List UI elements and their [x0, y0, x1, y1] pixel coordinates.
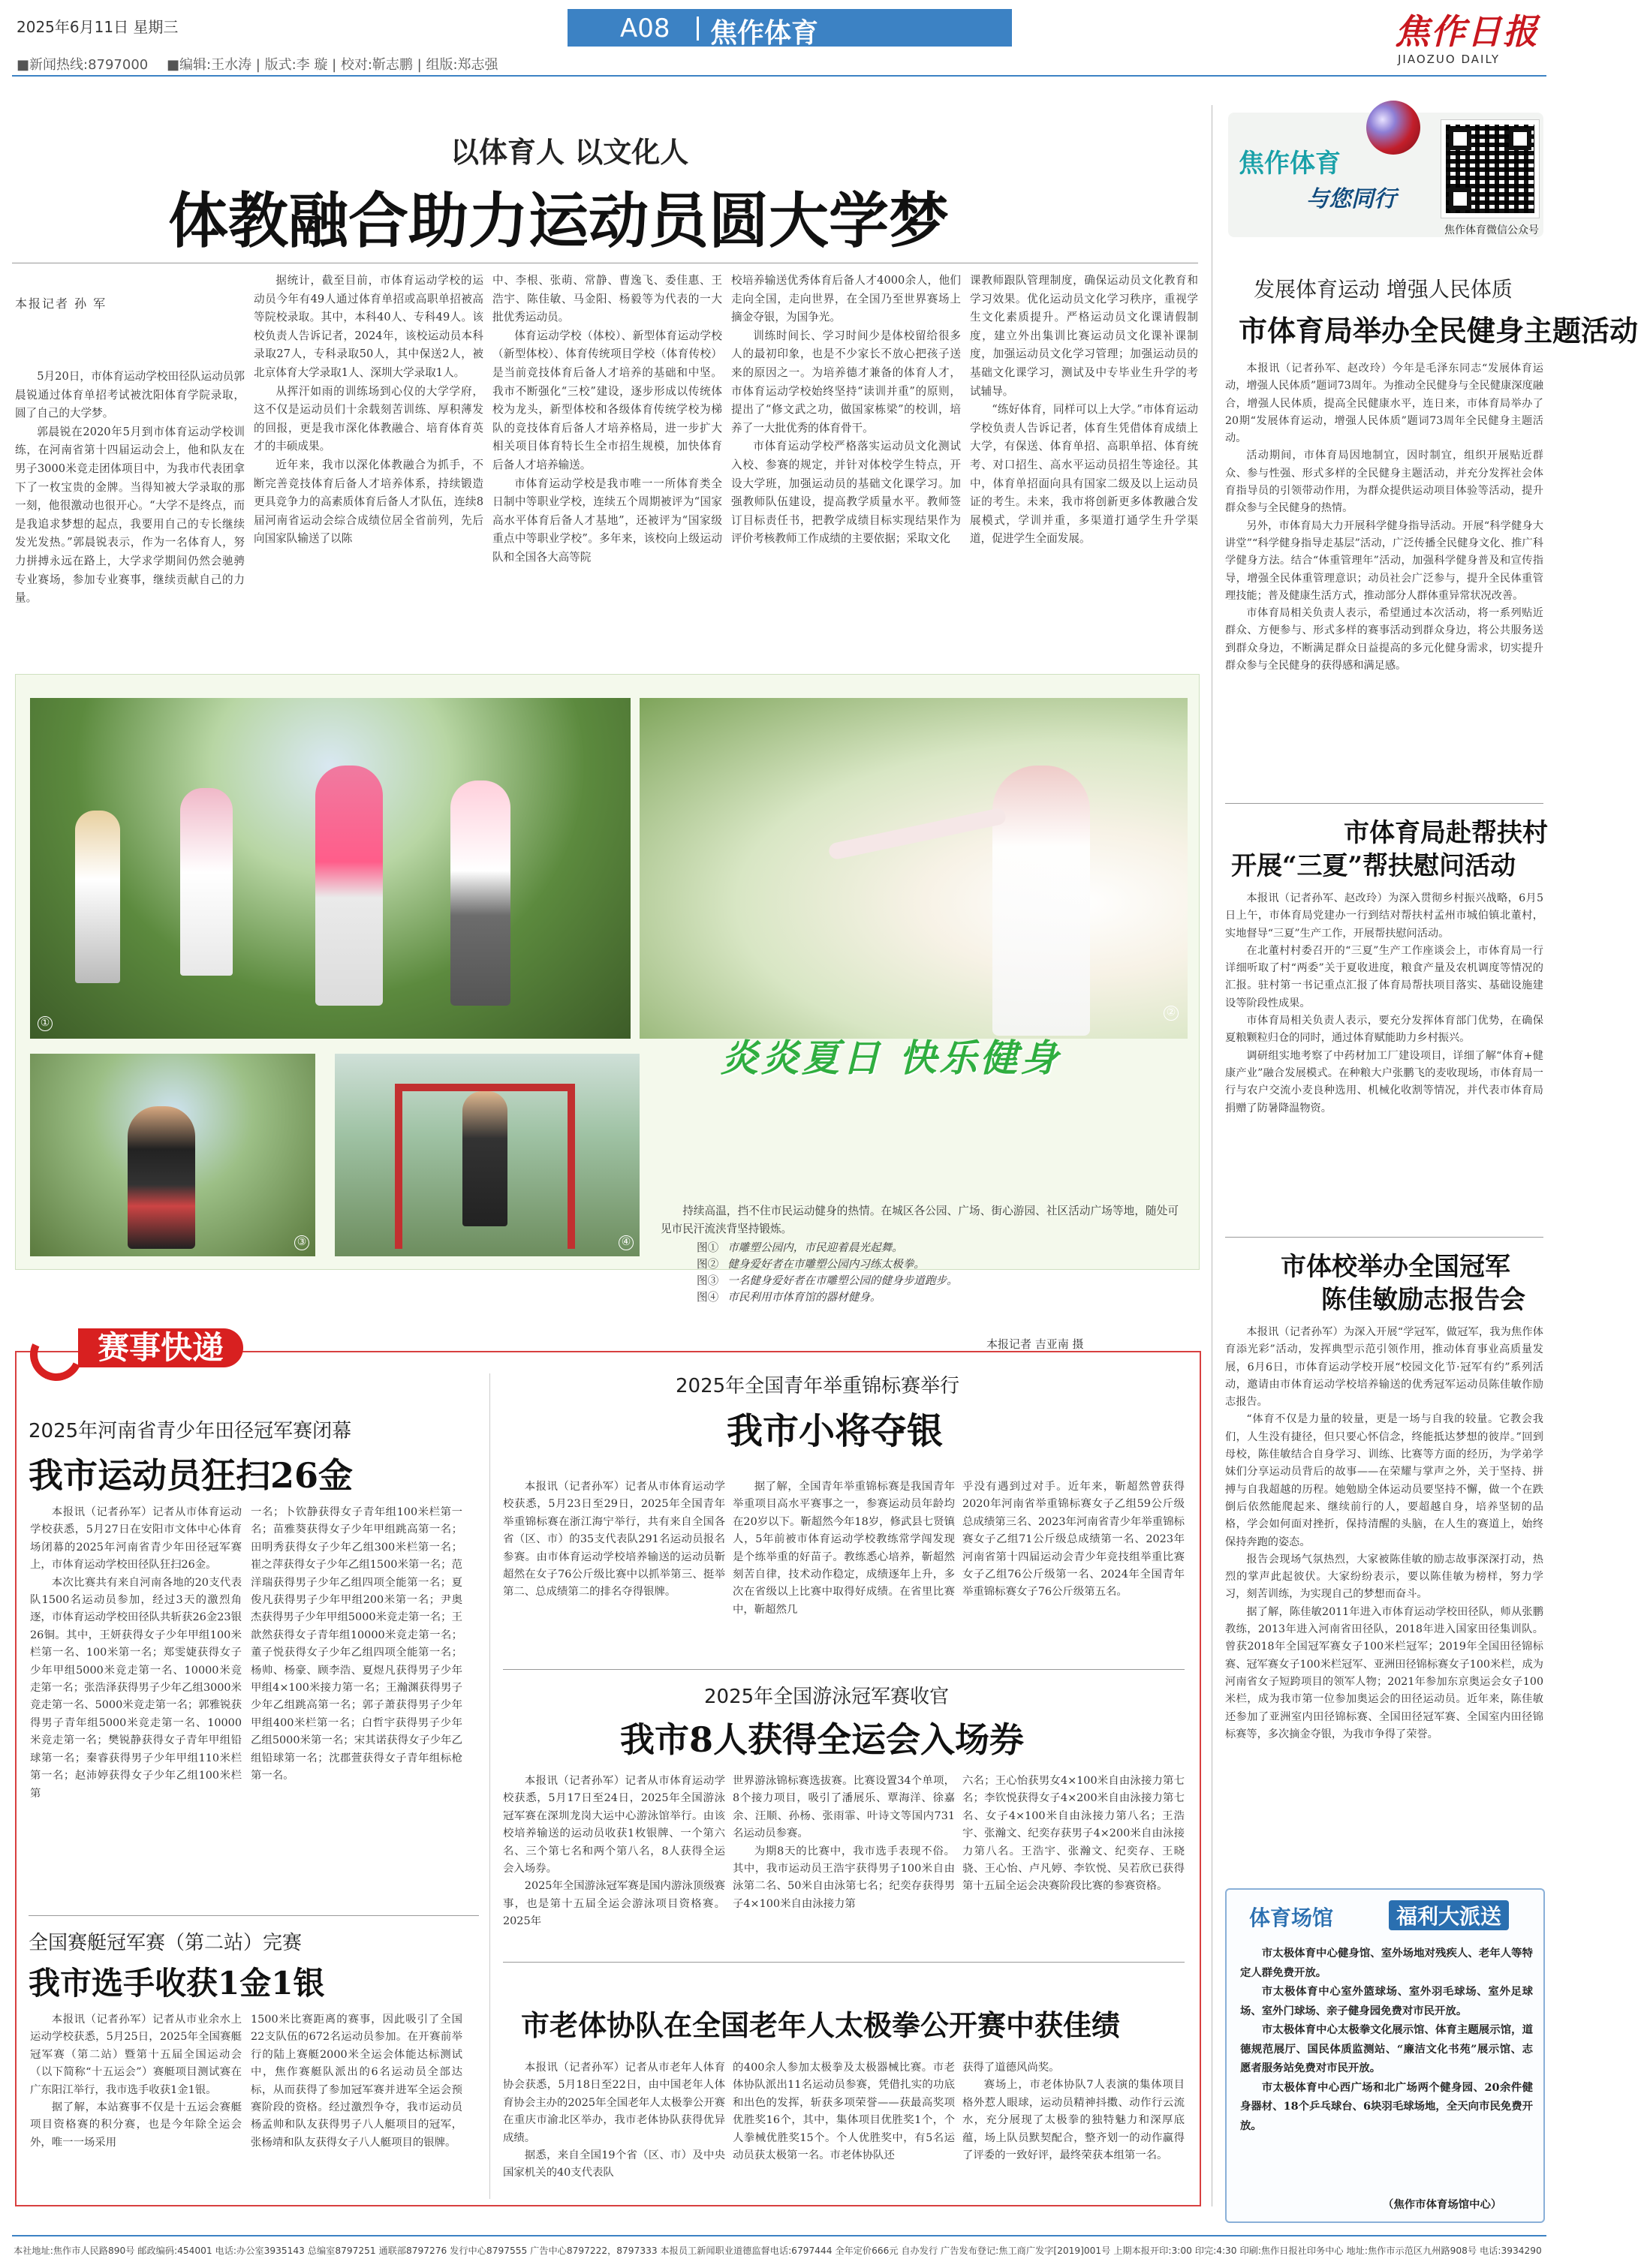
right-top-title: 市体育局举办全民健身主题活动	[1239, 314, 1638, 347]
caption-label: 图①	[697, 1241, 719, 1254]
right-bottom-p: 本报讯（记者孙军）为深入开展“学冠军，做冠军，我为焦作体育添光彩”活动，发挥典型示范引领作用，推动体育事业高质量发展，6月6日，市体育运动学校开展“校园文化节·冠军有约”系列活动，邀请由市体育运动学校培养输送的优秀冠军运动员陈佳敏作励志报告。	[1225, 1326, 1543, 1409]
story-e-p: 赛场上，市老体协队7人表演的集体项目格外惹人眼球，运动员精神抖擞、动作行云流水，充分展现了太极拳的独特魅力和深厚底蕴，场上队员默契配合，整齐划一的动作赢得了评委的一致好评，最终荣获本组第一名。	[962, 2079, 1185, 2162]
feature-captions	[697, 1240, 1185, 1306]
venue-item: 市太极体育中心室外篮球场、室外羽毛球场、室外足球场、室外门球场、亲子健身园免费对市民开放。	[1240, 1985, 1533, 2017]
lead-kicker: 以体育人 以文化人	[450, 136, 689, 169]
lead-col-5	[970, 272, 1198, 677]
hotline: ■新闻热线:8797000	[17, 57, 149, 73]
story-e-p: 本报讯（记者孙军）记者从市老年人体育协会获悉，5月18日至22日，由中国老年人体育协会主办的2025年全国老年人太极拳公开赛在重庆市渝北区举办，我市老体协队获得优异成绩。	[503, 2062, 725, 2144]
story-b-title2: 我市选手收获1金1银	[29, 1965, 325, 2002]
venue-list	[1240, 1944, 1533, 2199]
venue-tag2: 福利大派送	[1389, 1900, 1509, 1930]
right-mid-p: 在北董村村委召开的“三夏”生产工作座谈会上，市体育局一行详细听取了村“两委”关于夏收进度，粮食产量及农机调度等情况的汇报。驻村第一书记重点汇报了体育局帮扶项目落实、基础设施建设等阶段性成果。	[1225, 944, 1543, 1009]
story-a-p: 本报讯（记者孙军）记者从市体育运动学校获悉，5月27日在安阳市文体中心体育场闭幕的2025年河南省青少年田径冠军赛上，市体育运动学校田径队狂扫26金。	[30, 1506, 242, 1572]
right-bottom-title2: 陈佳敏励志报告会	[1321, 1285, 1525, 1315]
venue-item: 市太极体育中心太极拳文化展示馆、体育主题展示馆，道德规范展厅、国民体质监测站、“廉洁文化书苑”展示馆、志愿者服务站免费对市民开放。	[1240, 2023, 1533, 2074]
qr-caption: 焦作体育微信公众号	[1444, 224, 1539, 236]
lead-byline: 本报记者 孙 军	[15, 296, 107, 311]
story-d-kicker: 2025年全国游泳冠军赛收官	[704, 1686, 950, 1708]
right-mid-p: 本报讯（记者孙军、赵改玲）为深入贯彻乡村振兴战略，6月5日上午，市体育局党建办一行到结对帮扶村孟州市城伯镇北董村，实地督导“三夏”生产工作，开展帮扶慰问活动。	[1225, 892, 1543, 940]
section-banner	[568, 9, 1012, 47]
right-mid-title2: 开展“三夏”帮扶慰问活动	[1231, 851, 1516, 881]
venue-credit: （焦作市体育场馆中心）	[1383, 2198, 1502, 2211]
photo-2	[640, 698, 1188, 1039]
story-c-kicker: 2025年全国青年举重锦标赛举行	[676, 1375, 960, 1397]
story-b-p: 本报讯（记者孙军）记者从市业余水上运动学校获悉，5月25日，2025年全国赛艇冠军赛（第二站）暨第十五届全国运动会（以下简称“十五运会”）赛艇项目测试赛在广东阳江举行，我市选手收获1金1银。	[30, 2014, 242, 2096]
lead-col-1	[15, 368, 245, 677]
venue-tag1: 体育场馆	[1249, 1906, 1334, 1930]
story-c-p: 据了解，全国青年举重锦标赛是我国青年举重项目高水平赛事之一，参赛运动员年龄均在20岁以下。靳超然今年18岁，修武县七贤镇人，5年前被市体育运动学校教练常学闯发现是个练举重的好苗子。教练悉心培养，靳超然刻苦自律，技术动作稳定，成绩逐年上升，多次在省级以上比赛中取得好成绩。在省里比赛中，靳超然几	[733, 1481, 955, 1616]
right-top-body	[1225, 360, 1543, 796]
story-d-p: 世界游泳锦标赛选拔赛。比赛设置34个单项，8个接力项目，吸引了潘展乐、覃海洋、徐嘉余、汪顺、孙杨、张雨霏、叶诗文等国内731名运动员参赛。	[733, 1775, 955, 1840]
story-b-title: 全国赛艇冠军赛（第二站）完赛	[29, 1932, 303, 1954]
bar-frame	[395, 1084, 402, 1249]
caption-label: 图③	[697, 1274, 719, 1287]
caption-row	[697, 1240, 1185, 1256]
feature-intro-text: 持续高温，挡不住市民运动健身的热情。在城区各公园、广场、街心游园、社区活动广场等地，随处可见市民汗流浃背坚持锻炼。	[661, 1205, 1179, 1235]
story-e-col-2	[733, 2059, 955, 2202]
date-line: 2025年6月11日 星期三	[17, 18, 179, 36]
promo-ball-icon	[1366, 101, 1420, 155]
right-bottom-p: “体育不仅是力量的较量，更是一场与自我的较量。它教会我们，人生没有捷径，但只要心怀信念，终能抵达梦想的彼岸。”回到母校，陈佳敏结合自身学习、训练、比赛等方面的经历，为学弟学妹们分享运动员背后的故事——在荣耀与掌声之外，关于坚持、拼搏与自我超越的历程。她勉励全体运动员要坚持不懈，做一个在跌倒后依然能爬起来、继续前行的人，要超越自身，培养坚韧的品格，学会如何面对挫折，保持清醒的头脑，在人生的赛道上，始终保持奔跑的姿态。	[1225, 1413, 1543, 1548]
caption-text: 一名健身爱好者在市雕塑公园的健身步道跑步。	[727, 1274, 958, 1287]
staff-line: ■编辑:王水涛 | 版式:李 璇 | 校对:靳志鹏 | 组版:郑志强	[167, 57, 498, 73]
story-ab-rule	[29, 1915, 479, 1916]
story-c-col-1	[503, 1478, 725, 1656]
story-d-p: 2025年全国游泳冠军赛是国内游泳顶级赛事，也是第十五届全运会游泳项目资格赛。2025年	[503, 1880, 725, 1928]
photo-1	[30, 698, 631, 1039]
feature-credit: 本报记者 吉亚南 摄	[986, 1337, 1084, 1351]
story-e-p: 获得了道德风尚奖。	[962, 2062, 1060, 2074]
bar-frame	[568, 1084, 575, 1249]
right-mid-title1: 市体育局赴帮扶村	[1344, 818, 1548, 848]
right-bottom-title1: 市体校举办全国冠军	[1281, 1252, 1510, 1282]
caption-text: 健身爱好者在市雕塑公园内习练太极拳。	[727, 1258, 925, 1271]
caption-text: 市雕塑公园内，市民迎着晨光起舞。	[727, 1241, 903, 1254]
caption-row	[697, 1289, 1185, 1306]
dancer-figure	[180, 788, 233, 976]
right-top-p: 市体育局相关负责人表示，希望通过本次活动，将一系列贴近群众、方便参与、形式多样的赛事活动到群众身边，将公共服务送到群众身边，不断满足群众日益提高的多元化健身需求，切实提升群众参与全民健身的获得感和满足感。	[1225, 607, 1543, 672]
lead-p: 市体育运动学校是我市唯一一所体育类全日制中等职业学校，连续五个周期被评为“国家高水平体育后备人才基地”，还被评为“国家级重点中等职业学校”。多年来，该校向上级运动队和全国各大高等院	[492, 477, 722, 564]
dancer-figure	[315, 766, 383, 1006]
lead-title: 体教融合助力运动员圆大学梦	[168, 185, 949, 256]
masthead-rule	[12, 75, 1546, 77]
page-code: A08	[620, 14, 670, 44]
promo-line2: 与您同行	[1306, 186, 1396, 212]
taichi-figure	[992, 766, 1090, 1036]
taichi-arm	[827, 807, 1007, 860]
story-d-p: 本报讯（记者孙军）记者从市体育运动学校获悉，5月17日至24日，2025年全国游泳冠军赛在深圳龙岗大运中心游泳馆举行。由该校培养输送的运动员收获1枚银牌、一个第六名、三个第七名和两个第八名，8人获得全运会入场券。	[503, 1775, 725, 1875]
caption-label: 图②	[697, 1258, 719, 1271]
lead-p: “练好体育，同样可以上大学。”市体育运动学校负责人告诉记者，体育生凭借体育成绩上大学，有保送、体育单招、高职单招、体育统考、对口招生、高水平运动员招生等途径。其中，体育单招面向具有国家二级及以上运动员证的考生。未来，我市将创新更多体教融合发展模式，学训并重，多渠道打通学生升学渠道，促进学生全面发展。	[970, 403, 1198, 546]
story-b-p: 据了解，本站赛事不仅是十五运会赛艇项目资格赛的积分赛，也是今年除全运会外，唯一一场采用	[30, 2101, 242, 2149]
lead-p: 课教师跟队管理制度，确保运动员文化教育和学习效果。优化运动员文化学习秩序，重视学生文化素质提升。严格运动员文化课请假制度，建立外出集训比赛运动员文化课补课制度，加强运动员文化学习管理；加强运动员的基础文化课学习，测试及中专毕业生升学的考试辅导。	[970, 274, 1198, 398]
right-top-p: 另外，市体育局大力开展科学健身指导活动。开展“科学健身大讲堂”“科学健身指导走基层”活动，广泛传播全民健身文化、推广科学健身方法。结合“体重管理年”活动，加强科学健身普及和宣传指导，增强全民体重管理意识；动员社会广泛参与，提升全民体重管理技能；普及健康生活方式，推动部分人群体重异常状况改善。	[1225, 519, 1543, 602]
news-col-rule	[489, 1373, 490, 2199]
footer-rule	[12, 2235, 1546, 2236]
story-cd-rule	[503, 1669, 1185, 1670]
story-b-p: 1500米比赛距离的赛事，因此吸引了全国22支队伍的672名运动员参加。在开赛前举行的陆上赛艇2000米全运会体能达标测试中，焦作赛艇队派出的6名运动员全部达标，从而获得了参加冠军赛并进军全运会预赛阶段的资格。经过激烈争夺，我市运动员杨孟帅和队友获得男子八人艇项目的冠军，张杨靖和队友获得女子八人艇项目的银牌。	[251, 2014, 462, 2149]
lead-p: 从挥汗如雨的训练场到心仪的大学学府，这不仅是运动员们十余载刻苦训练、厚积薄发的回报，更是我市深化体教融合、培育体育英才的丰硕成果。	[254, 384, 483, 453]
lead-p: 5月20日，市体育运动学校田径队运动员郭晨锐通过体育单招考试被沈阳体育学院录取，圆了自己的大学梦。	[15, 370, 245, 420]
story-c-p: 本报讯（记者孙军）记者从市体育运动学校获悉，5月23日至29日，2025年全国青年举重锦标赛在浙江海宁举行，共有来自全国各省（区、市）的35支代表队291名运动员报名参赛。由市体育运动学校培养输送的运动员靳超然在女子76公斤级比赛中以抓举第三、挺举第二、总成绩第二的排名夺得银牌。	[503, 1481, 725, 1599]
story-c-p: 乎没有遇到过对手。近年来，靳超然曾获得2020年河南省举重锦标赛女子乙组59公斤级总成绩第三名、2023年河南省青少年举重锦标赛女子乙组71公斤级总成绩第一名、2023年河南省第十四届运动会青少年竞技组举重比赛女子乙组76公斤级第一名、2024年全国青年举重锦标赛女子76公斤级第五名。	[962, 1481, 1185, 1599]
lead-p: 近年来，我市以深化体教融合为抓手，不断完善竞技体育后备人才培养体系，持续锻造更具竞争力的高素质体育后备人才队伍，连续8届河南省运动会综合成绩位居全省前列，先后向国家队输送了以陈	[254, 458, 483, 546]
story-a-kicker: 2025年河南省青少年田径冠军赛闭幕	[29, 1420, 352, 1442]
feature-intro	[661, 1202, 1179, 1240]
right-mid-body	[1225, 890, 1543, 1232]
story-c-col-2	[733, 1478, 955, 1656]
right-bottom-p: 据了解，陈佳敏2011年进入市体育运动学校田径队，师从张鹏教练，2013年进入河南省田径队，2018年进入国家田径集训队。曾获2018年全国冠军赛女子100米栏冠军；2019年全国田径锦标赛、冠军赛女子100米栏冠军、亚洲田径锦标赛女子100米栏，成为河南省女子短跨项目的领军人物；2021年参加东京奥运会女子100米栏，成为我市第一位参加奥运会的田径运动员。近年来，陈佳敏还参加了亚洲室内田径锦标赛、全国田径冠军赛、全国室内田径锦标赛等，多次摘金夺银，为我市争得了荣誉。	[1225, 1605, 1543, 1740]
dancer-figure	[75, 811, 120, 983]
caption-row	[697, 1273, 1185, 1289]
photo-num: ③	[294, 1235, 309, 1250]
story-e-col-3	[962, 2059, 1185, 2202]
story-d-col-2	[733, 1773, 955, 1950]
venue-item: 市太极体育中心健身馆、室外场地对残疾人、老年人等特定人群免费开放。	[1240, 1947, 1533, 1979]
qr-corner-3	[1449, 188, 1471, 210]
story-a-col-2	[251, 1504, 462, 1909]
story-a-title: 我市运动员狂扫26金	[29, 1455, 354, 1496]
lead-col-2	[254, 272, 483, 677]
qr-corner-2	[1509, 128, 1531, 150]
lead-p: 郭晨锐在2020年5月到市体育运动学校训练，在河南省第十四届运动会上，他和队友在男子3000米竞走团体项目中，为我市代表团拿下了一枚宝贵的金牌。当得知被大学录取的那一刻，他很激动也很开心。“大学不是终点，而是我追求梦想的起点，我要用自己的专长继续发光发热。”郭晨锐表示，作为一名体育人，努力拼搏永远在路上，大学求学期间仍然会驰骋专业赛场，参加专业赛事，继续贡献自己的力量。	[15, 425, 245, 605]
lead-p: 中、李根、张萌、常静、曹逸飞、委佳惠、王浩宇、陈佳敏、马金阳、杨毅等为代表的一大批优秀运动员。	[492, 274, 722, 324]
lead-col-3	[492, 272, 722, 677]
right-top-p: 活动期间，市体育局因地制宜，因时制宜，组织开展贴近群众、参与性强、形式多样的全民健身主题活动，并充分发挥社会体育指导员的引领带动作用，为群众提供运动项目体验等活动，提升群众参与全民健身的热情。	[1225, 450, 1543, 515]
lead-col-4	[731, 272, 961, 677]
lead-p: 据统计，截至目前，市体育运动学校的运动员今年有49人通过体育单招或高职单招被高等院校录取。其中，本科40人、专科49人。该校负责人告诉记者，2024年，该校运动员本科录取27人，专科录取50人，其中保送2人，被北京体育大学录取1人、深圳大学录取1人。	[254, 274, 483, 379]
runner-figure	[128, 1106, 195, 1249]
right-top-p: 本报讯（记者孙军、赵改玲）今年是毛泽东同志“发展体育运动，增强人民体质”题词73周年。为推动全民健身与全民健康深度融合，增强人民体质，提高全民健康水平，连日来，市体育局举办了20期“发展体育运动，增强人民体质”题词73周年全民健身主题活动。	[1225, 362, 1543, 445]
right-top-kicker: 发展体育运动 增强人民体质	[1254, 277, 1513, 302]
qr-corner-1	[1449, 128, 1471, 150]
lead-p: 校培养输送优秀体育后备人才4000余人，他们走向全国，走向世界，在全国乃至世界赛场上摘金夺银，为国争光。	[731, 274, 961, 324]
story-e-title: 市老体协队在全国老年人太极拳公开赛中获佳绩	[521, 2008, 1121, 2042]
news-header-badge	[30, 1315, 278, 1382]
gym-figure	[462, 1091, 507, 1226]
photo-num: ①	[38, 1016, 53, 1031]
lead-p: 训练时间长、学习时间少是体校留给很多人的最初印象，也是不少家长不放心把孩子送来的原因之一。为培养德才兼备的体育人才，市体育运动学校始终坚持“读训并重”的原则，提出了“修文武之功，做国家栋梁”的校训，培养了一大批优秀的体育骨干。	[731, 329, 961, 435]
story-d-p: 六名；王心怡获男女4×100米自由泳接力第七名；李钦悦获得女子4×200米自由泳接力第七名、女子4×100米自由泳接力第八名；王浩宇、张瀚文、纪奕存获男子4×200米自由泳接力第八名。王浩宇、张瀚文、纪奕存、王晓骁、王心怡、卢凡婷、李钦悦、吴若欣已获得第十五届全运会决赛阶段比赛的参赛资格。	[962, 1775, 1185, 1893]
right-mid-p: 调研组实地考察了中药材加工厂建设项目，详细了解“体育+健康产业”融合发展模式。在种粮大户张鹏飞的麦收现场，市体育局一行与农户交流小麦良种选用、机械化收割等情况，并代表市体育局捐赠了防暑降温物资。	[1225, 1049, 1543, 1114]
photo-num: ②	[1164, 1006, 1179, 1021]
story-e-p: 的400余人参加太极拳及太极器械比赛。市老体协队派出11名运动员参赛，凭借扎实的功底和出色的发挥，斩获多项荣誉——获最高奖项优胜奖16个，其中，集体项目优胜奖1个，个人拳械优胜奖15个。个人优胜奖中，有5名运动员获太极第一名。市老体协队还	[733, 2062, 955, 2162]
photo-3	[30, 1054, 315, 1256]
caption-text: 市民利用市体育馆的器材健身。	[727, 1291, 881, 1304]
bar-frame	[395, 1084, 575, 1091]
caption-label: 图④	[697, 1291, 719, 1304]
story-c-col-3	[962, 1478, 1185, 1656]
story-b-col-1	[30, 2011, 242, 2199]
story-d-col-3	[962, 1773, 1185, 1950]
banner-divider	[697, 17, 699, 41]
paper-logo-en: JIAOZUO DAILY	[1398, 53, 1500, 66]
venue-item: 市太极体育中心西广场和北广场两个健身园、20余件健身器材、18个乒乓球台、6块羽毛球场地，全天向市民免费开放。	[1240, 2080, 1533, 2132]
story-e-col-1	[503, 2059, 725, 2202]
story-b-col-2	[251, 2011, 462, 2199]
lead-p: 体育运动学校（体校）、新型体育运动学校（新型体校）、体育传统项目学校（体育传校）是当前竞技体育后备人才培养的基础和中坚。我市不断强化“三校”建设，逐步形成以传统体校为龙头，新型体校和各级体育传统学校为梯队的竞技体育后备人才培养格局，进一步扩大相关项目体育特长生全市招生规模，加快体育后备人才培养输送。	[492, 329, 722, 471]
photo-num: ④	[619, 1235, 634, 1250]
photo-4	[335, 1054, 640, 1256]
paper-logo: 焦作日报	[1395, 11, 1539, 52]
right-bottom-body	[1225, 1324, 1543, 1894]
story-a-p: 本次比赛共有来自河南各地的20支代表队1500名运动员参加，经过3天的激烈角逐，市体育运动学校田径队共斩获26金23银26铜。其中，王妍获得女子少年甲组100米栏第一名、100米第一名；郑雯婕获得女子少年甲组5000米竞走第一名、10000米竞走第一名；张浩泽获得男子少年乙组3000米竞走第一名、5000米竞走第一名；郭雅锐获得男子青年组5000米竞走第一名、10000米竞走第一名；樊锐静获得女子青年甲组铅球第一名；秦睿获得男子少年甲组110米栏第一名；赵沛婷获得女子少年乙组100米栏第	[30, 1576, 242, 1800]
story-c-title: 我市小将夺银	[727, 1410, 944, 1452]
story-d-title: 我市8人获得全运会入场券	[620, 1719, 1025, 1760]
caption-row	[697, 1256, 1185, 1273]
story-d-p: 为期8天的比赛中，我市选手表现不俗。其中，我市运动员王浩宇获得男子100米自由泳第二名、50米自由泳第七名；纪奕存获得男子4×100米自由泳接力第	[733, 1845, 955, 1910]
right-bottom-p: 报告会现场气氛热烈，大家被陈佳敏的励志故事深深打动，热烈的掌声此起彼伏。大家纷纷表示，要以陈佳敏为榜样，努力学习，刻苦训练，为实现自己的梦想而奋斗。	[1225, 1553, 1543, 1601]
right-sep-2	[1225, 1237, 1543, 1238]
page-section: 焦作体育	[710, 18, 819, 49]
footer-text: 本社地址:焦作市人民路890号 邮政编码:454001 电话:办公室3935143 总编室8797251 通联部8797276 发行中心8797555 广告中心8797222，8797333 本报员工新闻职业道德监督电话:6797444 全年定价666元 自办发行 广告发布登记:焦工商广发字[2019]001号 上期本报开印:3:00 印完:4:30 印刷:焦作日报社印务中心 地址:焦作市示范区九州路908号 电话:3934290	[14, 2245, 1542, 2256]
dancer-figure	[450, 781, 510, 1006]
promo-line1: 焦作体育	[1239, 149, 1341, 179]
story-a-col-1	[30, 1504, 242, 1909]
story-de-rule	[503, 1962, 1185, 1963]
story-d-col-1	[503, 1773, 725, 1950]
feature-banner: 炎炎夏日 快乐健身	[721, 1036, 1061, 1080]
lead-p: 市体育运动学校严格落实运动员文化测试入校、参赛的规定，并针对体校学生特点，开设大学班，加强运动员的基础文化课学习。加强教师队伍建设，提高教学质量水平。教师签订目标责任书，把教学成绩目标实现结果作为评价考核教师工作成绩的主要依据；采取文化	[731, 440, 961, 546]
story-e-p: 据悉，来自全国19个省（区、市）及中央国家机关的40支代表队	[503, 2149, 725, 2179]
right-mid-p: 市体育局相关负责人表示，要充分发挥体育部门优势，在确保夏粮颗粒归仓的同时，通过体育赋能助力乡村振兴。	[1225, 1015, 1543, 1045]
story-a-p: 一名；卜钦静获得女子青年组100米栏第一名；苗雅葵获得女子少年甲组跳高第一名；田明秀获得女子少年乙组300米栏第一名；崔之萍获得女子少年乙组1500米第一名；范洋瑞获得男子少年乙组四项全能第一名；夏俊凡获得男子少年甲组200米第一名；尹奥杰获得男子少年甲组5000米竞走第一名；王歆然获得女子青年组10000米竞走第一名；董子悦获得女子少年乙组四项全能第一名；杨帅、杨豪、顾李浩、夏煜凡获得男子少年甲组4×100米接力第一名；王瀚渊获得男子少年乙组跳高第一名；郭子萧获得男子少年甲组400米栏第一名；白哲宇获得男子少年乙组5000米第一名；宋其诺获得女子少年乙组铅球第一名；沈郡萱获得女子青年组标枪第一名。	[251, 1506, 462, 1782]
news-header: 赛事快递	[78, 1328, 243, 1367]
right-sep-1	[1225, 803, 1543, 804]
